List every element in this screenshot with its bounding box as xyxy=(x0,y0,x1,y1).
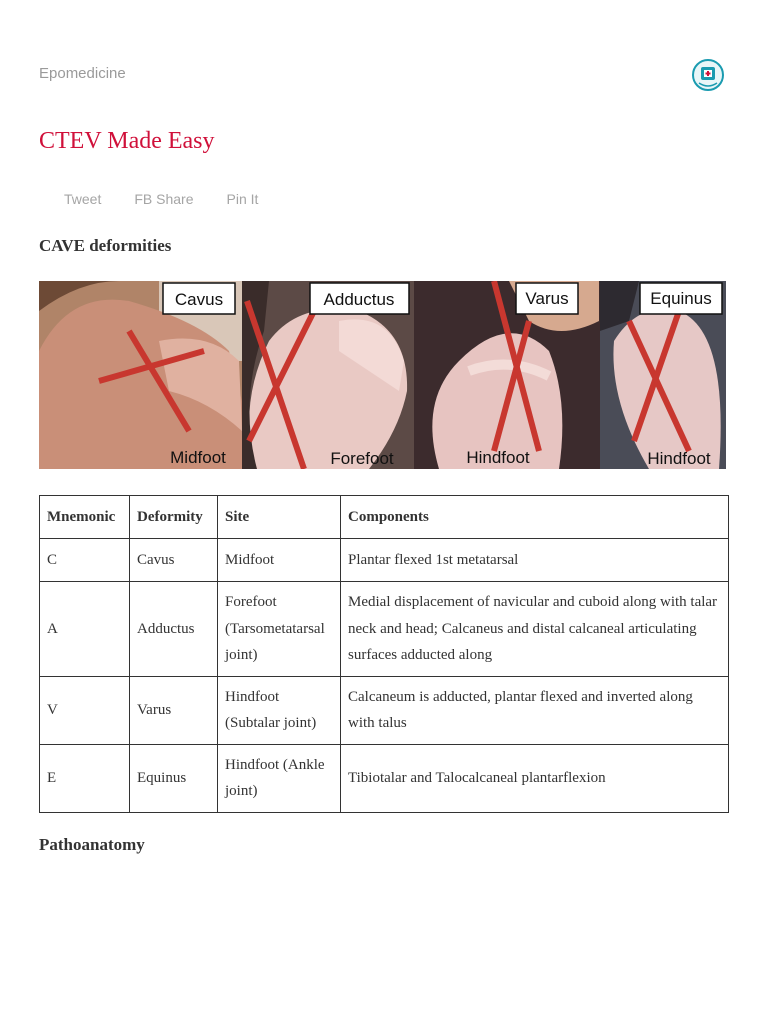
site-name-link[interactable]: Epomedicine xyxy=(39,65,126,82)
cell-components: Calcaneum is adducted, plantar flexed and inverted along with talus xyxy=(341,676,729,744)
cell-site-line: Hindfoot (Ankle xyxy=(225,756,325,773)
cell-site-line: joint) xyxy=(225,647,258,663)
cell-site xyxy=(218,744,341,812)
cell-components: Medial displacement of navicular and cuboid along with talar neck and head; Calcaneus and distal calcaneal articulating surfaces adducted along xyxy=(341,582,729,677)
fb-share-link[interactable]: FB Share xyxy=(134,191,194,207)
table-row xyxy=(40,539,729,582)
cell-site-line: Midfoot xyxy=(225,551,275,568)
tweet-link[interactable]: Tweet xyxy=(64,191,102,207)
cell-mnemonic: A xyxy=(40,582,130,677)
cell-deformity: Cavus xyxy=(130,539,218,582)
cell-components: Plantar flexed 1st metatarsal xyxy=(341,539,729,582)
column-header-deformity: Deformity xyxy=(130,496,218,539)
figure-label-cavus: Cavus xyxy=(174,290,224,309)
cave-deformities-figure xyxy=(39,281,726,469)
cell-site-line: (Subtalar joint) xyxy=(225,715,317,731)
figure-site-hindfoot-varus: Hindfoot xyxy=(466,448,530,467)
cave-deformities-table xyxy=(39,495,729,813)
figure-label-varus: Varus xyxy=(525,289,569,308)
column-header-site: Site xyxy=(218,496,341,539)
cell-deformity: Adductus xyxy=(130,582,218,677)
figure-site-forefoot: Forefoot xyxy=(330,449,394,468)
cell-site xyxy=(218,582,341,677)
cell-deformity: Varus xyxy=(130,676,218,744)
table-row xyxy=(40,582,729,677)
epomedicine-logo-icon[interactable] xyxy=(691,58,725,92)
column-header-components: Components xyxy=(341,496,729,539)
share-bar xyxy=(64,191,258,207)
figure-site-midfoot: Midfoot xyxy=(170,448,226,467)
cell-site-line: Forefoot xyxy=(225,594,277,610)
table-header-row xyxy=(40,496,729,539)
table-row xyxy=(40,744,729,812)
pin-it-link[interactable]: Pin It xyxy=(226,191,259,207)
figure-label-equinus: Equinus xyxy=(650,289,712,308)
page-title: CTEV Made Easy xyxy=(39,128,215,154)
cell-site xyxy=(218,676,341,744)
section-heading-pathoanatomy: Pathoanatomy xyxy=(39,835,145,854)
cell-site-line: Hindfoot xyxy=(225,688,280,705)
column-header-mnemonic: Mnemonic xyxy=(40,496,130,539)
cell-site xyxy=(218,539,341,582)
cell-mnemonic: C xyxy=(40,539,130,582)
figure-label-adductus: Adductus xyxy=(323,290,395,309)
section-heading-cave: CAVE deformities xyxy=(39,236,172,255)
cell-components: Tibiotalar and Talocalcaneal plantarflexion xyxy=(341,744,729,812)
table-row xyxy=(40,676,729,744)
cell-site-line: (Tarsometatarsal xyxy=(225,620,325,637)
cell-site-line: joint) xyxy=(225,783,258,799)
cell-deformity: Equinus xyxy=(130,744,218,812)
cell-mnemonic: E xyxy=(40,744,130,812)
cell-mnemonic: V xyxy=(40,676,130,744)
figure-site-hindfoot-equinus: Hindfoot xyxy=(647,449,711,468)
